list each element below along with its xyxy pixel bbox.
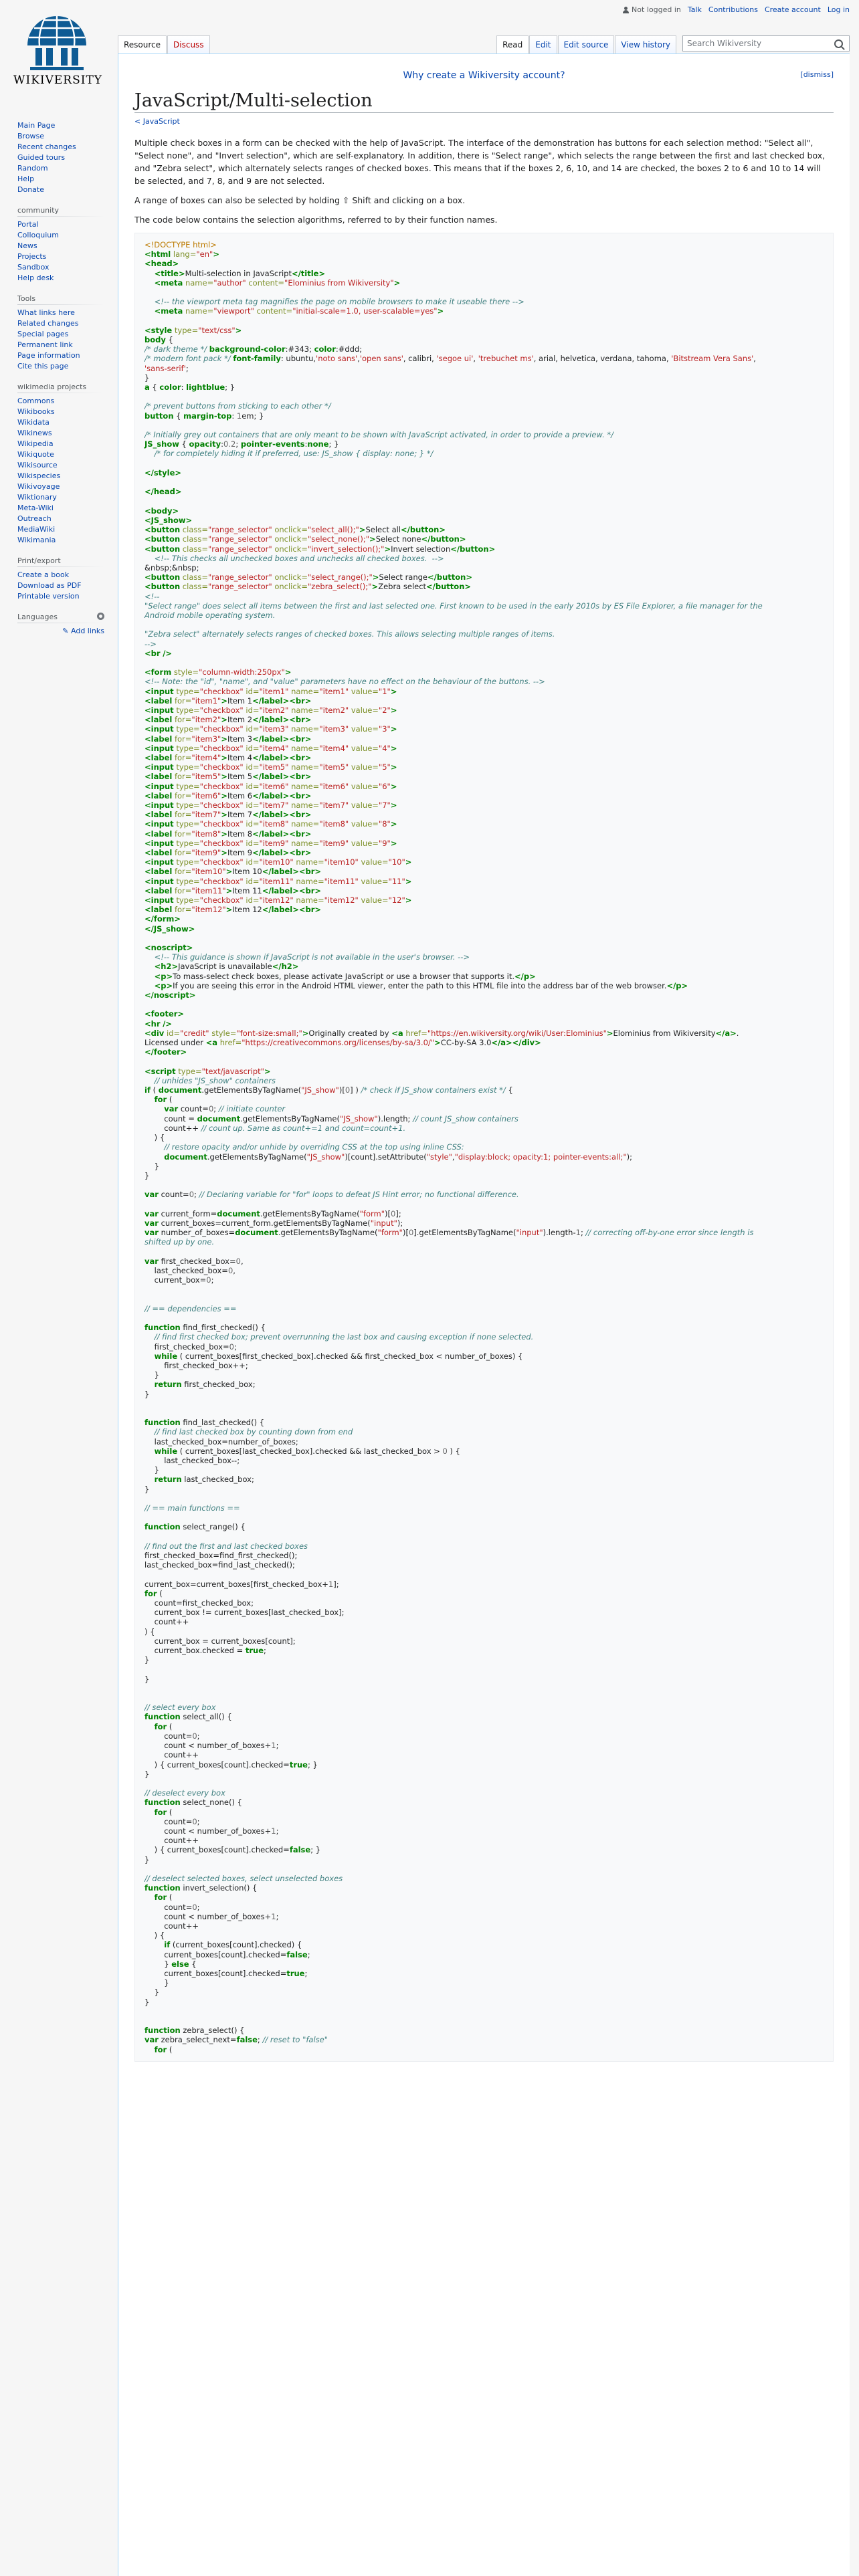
sidebar-item-what-links-here[interactable]: What links here [17, 308, 75, 317]
sidebar-item-wikiquote[interactable]: Wikiquote [17, 450, 54, 459]
add-links-label: Add links [71, 627, 104, 635]
tools-heading: Tools [17, 294, 104, 305]
create-account-link[interactable]: Create account [764, 5, 821, 14]
sidebar-item-printable-version[interactable]: Printable version [17, 592, 80, 601]
add-links-link[interactable]: ✎ Add links [62, 627, 104, 635]
sidebar-item-create-a-book[interactable]: Create a book [17, 570, 70, 579]
content-area [118, 53, 850, 2576]
gear-icon[interactable] [97, 613, 104, 620]
not-logged-in-label: Not logged in [632, 5, 681, 14]
sidebar-item-meta-wiki[interactable]: Meta-Wiki [17, 504, 54, 512]
user-icon [623, 7, 629, 13]
languages-label: Languages [17, 613, 58, 621]
sidebar-item-permanent-link[interactable]: Permanent link [17, 340, 73, 349]
sidebar-item-wikipedia[interactable]: Wikipedia [17, 439, 54, 448]
tab-edit-source[interactable]: Edit source [558, 35, 615, 53]
namespace-tabs [118, 35, 211, 53]
sidebar-print [17, 556, 118, 602]
sidebar-item-wikinews[interactable]: Wikinews [17, 429, 52, 437]
sidebar [0, 120, 118, 647]
tab-discuss[interactable]: Discuss [167, 35, 210, 53]
sidebar-languages [17, 613, 118, 637]
search-input[interactable]: Search Wikiversity [682, 35, 850, 51]
sidebar-item-commons[interactable]: Commons [17, 397, 55, 405]
sidebar-item-special-pages[interactable]: Special pages [17, 330, 69, 338]
sidebar-item-wiktionary[interactable]: Wiktionary [17, 493, 57, 502]
sidebar-item-guided-tours[interactable]: Guided tours [17, 153, 66, 162]
sidebar-item-mediawiki[interactable]: MediaWiki [17, 525, 56, 534]
sidebar-navigation [17, 120, 118, 195]
sidebar-item-wikispecies[interactable]: Wikispecies [17, 471, 61, 480]
view-tabs [496, 35, 850, 53]
sidebar-item-donate[interactable]: Donate [17, 185, 44, 194]
search-icon[interactable] [834, 39, 843, 48]
sidebar-item-outreach[interactable]: Outreach [17, 514, 52, 523]
sidebar-item-wikidata[interactable]: Wikidata [17, 418, 50, 427]
tab-edit[interactable]: Edit [529, 35, 557, 53]
site-notice [134, 70, 834, 81]
sidebar-item-wikimania[interactable]: Wikimania [17, 536, 56, 544]
sidebar-item-main-page[interactable]: Main Page [17, 121, 56, 130]
intro-paragraph: Multiple check boxes in a form can be checked with the help of JavaScript. The interface of the demonstration has buttons for each selection method: "Select all", "Select none", and "Invert selection", which are self-explanatory. In addition, there is "Select range", which selects the range between the first and last checked box, and "Zebra select", which alternately selects ranges of checked boxes. This means that if the boxes 2, 6, 10, and 14 are checked, the boxes 2 to 6 and 10 to 14 will be selected, and 7, 8, and 9 are not selected. [134, 138, 826, 186]
code-block: <!DOCTYPE html> <html lang="en"> <head> <title>Multi-selection in JavaScript</title> <meta name="author" content="Elominius from Wikiversity"> <!-- the viewport meta tag magnifies the page on mobile browsers to make it useable there --> <meta name="viewport" content="initial-scale=1.0, user-scalable=yes"> <style type="text/css"> body { /* dark theme */ background-color:#343; color:#ddd; /* modern font pack */ font-family: ubuntu,'noto sans','open sans', calibri, 'segoe ui', 'trebuchet ms', arial, helvetica, verdana, tahoma, 'Bitstream Vera Sans', 'sans-serif'; } a { color: lightblue; } /* prevent buttons from sticking to each other */ button { margin-top: 1em; } /* Initially grey out containers that are only meant to be shown with JavaScript activated, in order to provide a preview. */ JS_show { opacity:0.2; pointer-events:none; } /* for completely hiding it if preferred, use: JS_show { display: none; } */ </style> </head> <body> <JS_show> <button class="range_selector" onclick="select_all();">Select all</button> <button class="range_selector" onclick="select_none();">Select none</button> <button class="range_selector" onclick="invert_selection();">Invert selection</button> <!-- This checks all unchecked boxes and unchecks all checked boxes. --> &nbsp;&nbsp; <button class="range_selector" onclick="select_range();">Select range</button> <button class="range_selector" onclick="zebra_select();">Zebra select</button> <!-- "Select range" does select all items between the first and last selected one. First known to be used in the early 2010s by ES File Explorer, a file manager for the Android mobile operating system. "Zebra select" alternately selects ranges of checked boxes. This allows selecting multiple ranges of items. --> <br /> <form style="column-width:250px"> <!-- Note: the "id", "name", and "value" parameters have no effect on the behaviour of the buttons. --> <input type="checkbox" id="item1" name="item1" value="1"> <label for="item1">Item 1</label><br> <input type="checkbox" id="item2" name="item2" value="2"> <label for="item2">Item 2</label><br> <input type="checkbox" id="item3" name="item3" value="3"> <label for="item3">Item 3</label><br> <input type="checkbox" id="item4" name="item4" value="4"> <label for="item4">Item 4</label><br> <input type="checkbox" id="item5" name="item5" value="5"> <label for="item5">Item 5</label><br> <input type="checkbox" id="item6" name="item6" value="6"> <label for="item6">Item 6</label><br> <input type="checkbox" id="item7" name="item7" value="7"> <label for="item7">Item 7</label><br> <input type="checkbox" id="item8" name="item8" value="8"> <label for="item8">Item 8</label><br> <input type="checkbox" id="item9" name="item9" value="9"> <label for="item9">Item 9</label><br> <input type="checkbox" id="item10" name="item10" value="10"> <label for="item10">Item 10</label><br> <input type="checkbox" id="item11" name="item11" value="11"> <label for="item11">Item 11</label><br> <input type="checkbox" id="item12" name="item12" value="12"> <label for="item12">Item 12</label><br> </form> </JS_show> <noscript> <!-- This guidance is shown if JavaScript is not available in the user's browser. --> <h2>JavaScript is unavailable</h2> <p>To mass-select check boxes, please activate JavaScript or use a browser that supports it.</p> <p>If you are seeing this error in the Android HTML viewer, enter the path to this HTML file into the address bar of the web browser.</p> </noscript> <footer> <hr /> <div id="credit" style="font-size:small;">Originally created by <a href="https://en.wikiversity.org/wiki/User:Elominius">Elominius from Wikiversity</a>. Licensed under <a href="https://creativecommons.org/licenses/by-sa/3.0/">CC-by-SA 3.0</a></div> </footer> <script type="text/javascript"> // unhides "JS_show" containers if ( document.getElementsByTagName("JS_show")[0] ) /* check if JS_show containers exist */ { for ( var count=0; // initiate counter count = document.getElementsByTagName("JS_show").length; // count JS_show containers count++ // count up. Same as count+=1 and count=count+1. ) { // restore opacity and/or unhide by overriding CSS at the top using inline CSS: document.getElementsByTagName("JS_show")[count].setAttribute("style","display:block; opacity:1; pointer-events:all;"); } } var count=0; // Declaring variable for "for" loops to defeat JS Hint error; no functional difference. var current_form=document.getElementsByTagName("form")[0]; var current_boxes=current_form.getElementsByTagName("input"); var number_of_boxes=document.getElementsByTagName("form")[0].getElementsByTagName("input").length-1; // correcting off-by-one error since length is shifted up by one. var first_checked_box=0, last_checked_box=0, current_box=0; // == dependencies == function find_first_checked() { // find first checked box; prevent overrunning the last box and causing exception if none selected. first_checked_box=0; while ( current_boxes[first_checked_box].checked && first_checked_box < number_of_boxes) { first_checked_box++; } return first_checked_box; } function find_last_checked() { // find last checked box by counting down from end last_checked_box=number_of_boxes; while ( current_boxes[last_checked_box].checked && last_checked_box > 0 ) { last_checked_box--; } return last_checked_box; } // == main functions == function select_range() { // find out the first and last checked boxes first_checked_box=find_first_checked(); last_checked_box=find_last_checked(); current_box=current_boxes[first_checked_box+1]; for ( count=first_checked_box; current_box != current_boxes[last_checked_box]; count++ ) { current_box = current_boxes[count]; current_box.checked = true; } } // select every box function select_all() { for ( count=0; count < number_of_boxes+1; count++ ) { current_boxes[count].checked=true; } } // deselect every box function select_none() { for ( count=0; count < number_of_boxes+1; count++ ) { current_boxes[count].checked=false; } } // deselect selected boxes, select unselected boxes function invert_selection() { for ( count=0; count < number_of_boxes+1; count++ ) { if (current_boxes[count].checked) { current_boxes[count].checked=false; } else { current_boxes[count].checked=true; } } } function zebra_select() { var zebra_select_next=false; // reset to "false" for ( [134, 233, 834, 2062]
languages-heading [17, 613, 104, 623]
sidebar-item-browse[interactable]: Browse [17, 132, 45, 140]
sidebar-item-portal[interactable]: Portal [17, 220, 39, 229]
sidebar-item-colloquium[interactable]: Colloquium [17, 231, 59, 239]
community-heading: community [17, 206, 104, 217]
sidebar-item-random[interactable]: Random [17, 164, 48, 173]
print-heading: Print/export [17, 556, 104, 567]
article-body [134, 136, 834, 226]
sidebar-projects [17, 383, 118, 546]
code-intro-paragraph: The code below contains the selection algorithms, referred to by their function names. [134, 215, 498, 225]
sidebar-item-help-desk[interactable]: Help desk [17, 274, 54, 282]
sidebar-item-sandbox[interactable]: Sandbox [17, 263, 50, 272]
sidebar-item-page-information[interactable]: Page information [17, 351, 80, 360]
page-tabs [118, 33, 850, 53]
log-in-link[interactable]: Log in [827, 5, 850, 14]
parent-page-link[interactable]: < JavaScript [134, 117, 180, 126]
sidebar-item-wikisource[interactable]: Wikisource [17, 461, 58, 469]
talk-link[interactable]: Talk [687, 5, 702, 14]
logo-wordmark: WIKIVERSITY [13, 74, 103, 87]
sidebar-item-wikivoyage[interactable]: Wikivoyage [17, 482, 60, 491]
tab-read[interactable]: Read [496, 35, 529, 53]
range-paragraph: A range of boxes can also be selected by holding ⇧ Shift and clicking on a box. [134, 195, 466, 205]
breadcrumb [134, 117, 834, 126]
sidebar-community [17, 206, 118, 284]
sidebar-item-related-changes[interactable]: Related changes [17, 319, 79, 328]
page-title: JavaScript/Multi-selection [134, 90, 834, 113]
contributions-link[interactable]: Contributions [708, 5, 758, 14]
sidebar-item-help[interactable]: Help [17, 175, 35, 183]
sidebar-item-projects[interactable]: Projects [17, 252, 47, 261]
sidebar-item-news[interactable]: News [17, 241, 37, 250]
tab-resource[interactable]: Resource [118, 35, 167, 53]
projects-heading: wikimedia projects [17, 383, 104, 393]
site-logo[interactable] [13, 12, 103, 99]
sidebar-item-wikibooks[interactable]: Wikibooks [17, 407, 55, 416]
not-logged-in [623, 5, 681, 14]
dismiss-link[interactable]: [dismiss] [800, 70, 834, 79]
wikiversity-globe-icon [23, 12, 90, 72]
dismiss-notice [800, 70, 834, 79]
sidebar-item-recent-changes[interactable]: Recent changes [17, 142, 76, 151]
sidebar-item-cite-this-page[interactable]: Cite this page [17, 362, 69, 370]
personal-tools [623, 5, 850, 14]
sidebar-tools [17, 294, 118, 372]
sidebar-item-download-as-pdf[interactable]: Download as PDF [17, 581, 82, 590]
tab-view-history[interactable]: View history [615, 35, 676, 53]
site-notice-link[interactable]: Why create a Wikiversity account? [403, 70, 565, 81]
